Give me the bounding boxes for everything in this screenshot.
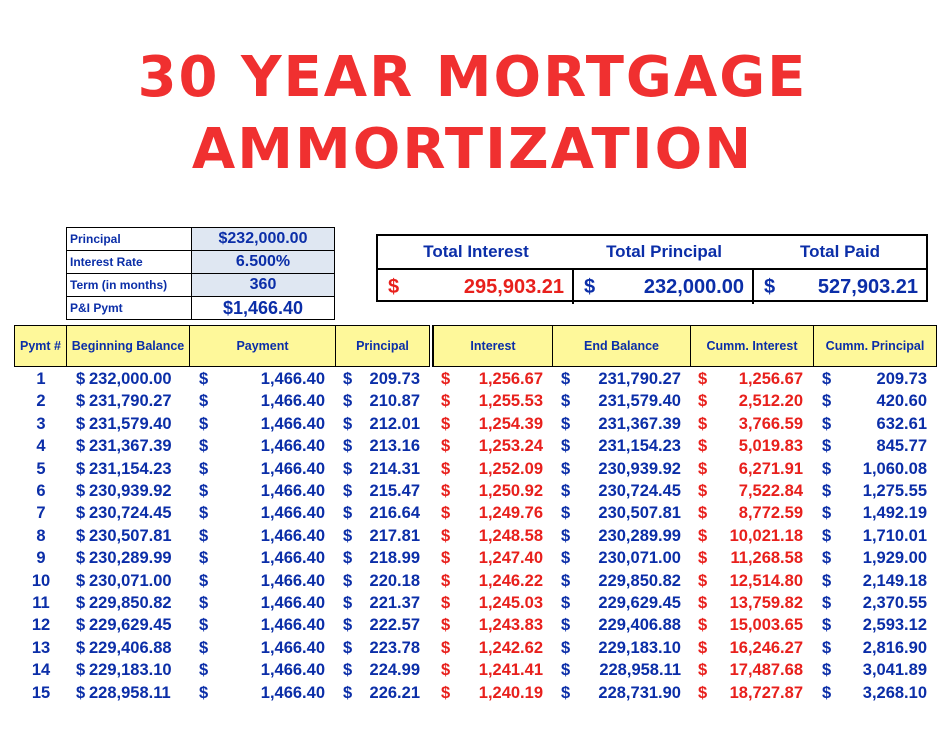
currency-sign: $ <box>441 370 451 388</box>
table-row <box>0 682 945 704</box>
currency-sign: $ <box>698 638 708 657</box>
principal-amount: 226.21 <box>369 683 420 702</box>
currency-sign: $ <box>199 549 209 568</box>
currency-sign: $ <box>76 616 86 635</box>
currency-sign: $ <box>698 683 708 702</box>
currency-sign: $ <box>764 276 776 298</box>
currency-sign: $ <box>199 526 209 545</box>
currency-sign: $ <box>76 504 86 523</box>
beginning-balance: 231,367.39 <box>89 437 172 456</box>
principal-amount: 215.47 <box>369 482 420 500</box>
table-row <box>0 570 945 592</box>
table-row <box>0 525 945 547</box>
table-row <box>0 435 945 457</box>
payment-number: 2 <box>36 392 46 411</box>
payment-number: 1 <box>36 370 46 388</box>
end-balance: 229,850.82 <box>598 571 681 590</box>
page-title-line1: 30 YEAR MORTGAGE <box>137 45 808 110</box>
currency-sign: $ <box>822 414 832 433</box>
currency-sign: $ <box>199 661 209 680</box>
payment-number: 15 <box>31 683 51 702</box>
currency-sign: $ <box>698 392 708 411</box>
beginning-balance: 229,629.45 <box>89 616 172 635</box>
total-principal-value: 232,000.00 <box>643 276 744 298</box>
cumm-interest: 15,003.65 <box>729 616 803 635</box>
end-balance: 231,579.40 <box>598 392 681 411</box>
cumm-interest: 7,522.84 <box>738 482 803 500</box>
currency-sign: $ <box>561 414 571 433</box>
currency-sign: $ <box>698 459 708 478</box>
currency-sign: $ <box>199 482 209 500</box>
currency-sign: $ <box>199 616 209 635</box>
currency-sign: $ <box>561 459 571 478</box>
table-row <box>0 547 945 569</box>
currency-sign: $ <box>76 549 86 568</box>
currency-sign: $ <box>561 482 571 500</box>
cumm-principal: 2,149.18 <box>862 571 927 590</box>
beginning-balance: 229,406.88 <box>89 638 172 657</box>
currency-sign: $ <box>561 661 571 680</box>
cumm-interest: 18,727.87 <box>729 683 803 702</box>
end-balance: 231,154.23 <box>598 437 681 456</box>
col-header-beginning-balance: Beginning Balance <box>66 325 190 367</box>
interest-amount: 1,241.41 <box>478 661 543 680</box>
col-header-cumm-principal: Cumm. Principal <box>813 325 937 367</box>
currency-sign: $ <box>441 482 451 500</box>
total-paid-cell <box>754 270 926 304</box>
interest-amount: 1,252.09 <box>478 459 543 478</box>
currency-sign: $ <box>388 276 400 298</box>
currency-sign: $ <box>698 616 708 635</box>
interest-amount: 1,250.92 <box>478 482 543 500</box>
interest-amount: 1,248.58 <box>478 526 543 545</box>
end-balance: 230,289.99 <box>598 526 681 545</box>
total-interest-cell <box>378 270 574 304</box>
cumm-principal: 1,710.01 <box>862 526 927 545</box>
totals-box <box>376 234 928 302</box>
currency-sign: $ <box>343 459 353 478</box>
currency-sign: $ <box>199 414 209 433</box>
table-row <box>0 413 945 435</box>
cumm-principal: 420.60 <box>876 392 927 411</box>
principal-amount: 214.31 <box>369 459 420 478</box>
beginning-balance: 231,790.27 <box>89 392 172 411</box>
beginning-balance: 230,939.92 <box>89 482 172 500</box>
currency-sign: $ <box>698 571 708 590</box>
payment-number: 6 <box>36 482 46 500</box>
currency-sign: $ <box>441 437 451 456</box>
interest-amount: 1,256.67 <box>478 370 543 388</box>
payment-number: 3 <box>36 414 46 433</box>
cumm-interest: 17,487.68 <box>729 661 803 680</box>
payment-amount: 1,466.40 <box>260 392 325 411</box>
principal-amount: 221.37 <box>369 594 420 612</box>
col-header-principal: Principal <box>335 325 430 367</box>
currency-sign: $ <box>343 504 353 523</box>
principal-amount: 212.01 <box>369 414 420 433</box>
payment-amount: 1,466.40 <box>260 459 325 478</box>
currency-sign: $ <box>199 370 209 388</box>
cumm-principal: 3,041.89 <box>862 661 927 680</box>
currency-sign: $ <box>76 594 86 612</box>
interest-amount: 1,240.19 <box>478 683 543 702</box>
end-balance: 230,939.92 <box>598 459 681 478</box>
currency-sign: $ <box>199 594 209 612</box>
total-paid-label: Total Paid <box>800 242 880 261</box>
currency-sign: $ <box>76 437 86 456</box>
currency-sign: $ <box>343 594 353 612</box>
cumm-principal: 3,268.10 <box>862 683 927 702</box>
beginning-balance: 230,071.00 <box>89 571 172 590</box>
currency-sign: $ <box>76 392 86 411</box>
currency-sign: $ <box>76 526 86 545</box>
table-row <box>0 502 945 524</box>
currency-sign: $ <box>822 549 832 568</box>
currency-sign: $ <box>199 459 209 478</box>
currency-sign: $ <box>199 437 209 456</box>
principal-value[interactable]: $232,000.00 <box>192 228 335 251</box>
currency-sign: $ <box>698 549 708 568</box>
currency-sign: $ <box>822 616 832 635</box>
payment-amount: 1,466.40 <box>260 571 325 590</box>
beginning-balance: 231,154.23 <box>89 459 172 478</box>
table-row <box>0 614 945 636</box>
cumm-interest: 10,021.18 <box>729 526 803 545</box>
currency-sign: $ <box>822 571 832 590</box>
currency-sign: $ <box>822 638 832 657</box>
currency-sign: $ <box>441 459 451 478</box>
table-row <box>0 390 945 412</box>
col-header-interest: Interest <box>432 325 553 367</box>
currency-sign: $ <box>76 571 86 590</box>
currency-sign: $ <box>698 370 708 388</box>
cumm-interest: 1,256.67 <box>738 370 803 388</box>
currency-sign: $ <box>343 549 353 568</box>
beginning-balance: 228,958.11 <box>89 683 171 702</box>
cumm-principal: 209.73 <box>876 370 927 388</box>
principal-label: Principal <box>67 228 192 251</box>
principal-amount: 224.99 <box>369 661 420 680</box>
currency-sign: $ <box>343 616 353 635</box>
currency-sign: $ <box>441 638 451 657</box>
cumm-principal: 1,492.19 <box>862 504 927 523</box>
currency-sign: $ <box>698 504 708 523</box>
principal-amount: 209.73 <box>369 370 420 388</box>
currency-sign: $ <box>441 571 451 590</box>
total-interest-value: 295,903.21 <box>463 276 564 298</box>
currency-sign: $ <box>561 437 571 456</box>
currency-sign: $ <box>698 661 708 680</box>
cumm-interest: 11,268.58 <box>730 549 803 568</box>
currency-sign: $ <box>822 661 832 680</box>
currency-sign: $ <box>199 504 209 523</box>
currency-sign: $ <box>343 571 353 590</box>
cumm-interest: 3,766.59 <box>738 414 803 433</box>
interest-rate-value[interactable]: 6.500% <box>192 251 335 274</box>
principal-amount: 217.81 <box>369 526 420 545</box>
payment-number: 12 <box>31 616 51 635</box>
principal-amount: 218.99 <box>369 549 420 568</box>
payment-amount: 1,466.40 <box>260 504 325 523</box>
principal-amount: 210.87 <box>369 392 420 411</box>
currency-sign: $ <box>199 683 209 702</box>
beginning-balance: 229,850.82 <box>89 594 172 612</box>
table-row <box>0 458 945 480</box>
currency-sign: $ <box>199 638 209 657</box>
currency-sign: $ <box>343 683 353 702</box>
payment-amount: 1,466.40 <box>260 370 325 388</box>
cumm-principal: 2,816.90 <box>862 638 927 657</box>
beginning-balance: 230,507.81 <box>89 526 172 545</box>
total-paid-value: 527,903.21 <box>817 276 918 298</box>
table-row <box>0 659 945 681</box>
payment-number: 14 <box>31 661 51 680</box>
cumm-principal: 2,593.12 <box>862 616 927 635</box>
currency-sign: $ <box>441 594 451 612</box>
end-balance: 230,507.81 <box>598 504 681 523</box>
end-balance: 229,406.88 <box>598 616 681 635</box>
currency-sign: $ <box>76 414 86 433</box>
payment-amount: 1,466.40 <box>260 549 325 568</box>
term-label: Term (in months) <box>67 274 192 297</box>
currency-sign: $ <box>441 414 451 433</box>
payment-number: 9 <box>36 549 46 568</box>
currency-sign: $ <box>822 437 832 456</box>
currency-sign: $ <box>561 370 571 388</box>
currency-sign: $ <box>343 482 353 500</box>
payment-amount: 1,466.40 <box>260 526 325 545</box>
currency-sign: $ <box>199 571 209 590</box>
table-row <box>0 368 945 390</box>
currency-sign: $ <box>441 549 451 568</box>
beginning-balance: 232,000.00 <box>89 370 172 388</box>
cumm-interest: 13,759.82 <box>729 594 803 612</box>
principal-amount: 216.64 <box>369 504 420 523</box>
currency-sign: $ <box>76 370 86 388</box>
input-row-term <box>67 274 335 297</box>
end-balance: 229,629.45 <box>598 594 681 612</box>
currency-sign: $ <box>561 392 571 411</box>
currency-sign: $ <box>698 414 708 433</box>
currency-sign: $ <box>561 683 571 702</box>
interest-amount: 1,247.40 <box>478 549 543 568</box>
currency-sign: $ <box>76 661 86 680</box>
cumm-interest: 12,514.80 <box>729 571 803 590</box>
currency-sign: $ <box>343 414 353 433</box>
end-balance: 230,724.45 <box>598 482 681 500</box>
currency-sign: $ <box>441 392 451 411</box>
principal-amount: 222.57 <box>369 616 420 635</box>
payment-amount: 1,466.40 <box>260 638 325 657</box>
currency-sign: $ <box>441 526 451 545</box>
currency-sign: $ <box>561 571 571 590</box>
end-balance: 228,731.90 <box>598 683 681 702</box>
payment-amount: 1,466.40 <box>260 414 325 433</box>
interest-amount: 1,242.62 <box>478 638 543 657</box>
currency-sign: $ <box>561 594 571 612</box>
payment-amount: 1,466.40 <box>260 683 325 702</box>
end-balance: 229,183.10 <box>598 638 681 657</box>
loan-inputs-table <box>66 227 335 320</box>
end-balance: 230,071.00 <box>598 549 681 568</box>
payment-number: 8 <box>36 526 46 545</box>
beginning-balance: 231,579.40 <box>89 414 172 433</box>
currency-sign: $ <box>698 594 708 612</box>
currency-sign: $ <box>76 482 86 500</box>
pi-payment-value: $1,466.40 <box>192 297 335 320</box>
currency-sign: $ <box>441 683 451 702</box>
beginning-balance: 230,724.45 <box>89 504 172 523</box>
currency-sign: $ <box>822 594 832 612</box>
pi-payment-label: P&I Pymt <box>67 297 192 320</box>
currency-sign: $ <box>441 504 451 523</box>
total-principal-cell <box>574 270 754 304</box>
col-header-pymt: Pymt # <box>14 325 67 367</box>
input-row-interest-rate <box>67 251 335 274</box>
col-header-end-balance: End Balance <box>552 325 691 367</box>
currency-sign: $ <box>441 661 451 680</box>
currency-sign: $ <box>343 392 353 411</box>
payment-amount: 1,466.40 <box>260 616 325 635</box>
totals-values-row <box>378 268 926 304</box>
currency-sign: $ <box>561 504 571 523</box>
interest-amount: 1,243.83 <box>478 616 543 635</box>
payment-number: 11 <box>32 594 50 612</box>
interest-amount: 1,255.53 <box>478 392 543 411</box>
payment-number: 7 <box>36 504 46 523</box>
cumm-interest: 16,246.27 <box>729 638 803 657</box>
currency-sign: $ <box>822 504 832 523</box>
payment-number: 13 <box>31 638 51 657</box>
cumm-interest: 8,772.59 <box>738 504 803 523</box>
currency-sign: $ <box>561 638 571 657</box>
currency-sign: $ <box>343 638 353 657</box>
payment-number: 5 <box>36 459 46 478</box>
currency-sign: $ <box>343 370 353 388</box>
interest-amount: 1,249.76 <box>478 504 543 523</box>
currency-sign: $ <box>441 616 451 635</box>
input-row-principal <box>67 228 335 251</box>
cumm-interest: 2,512.20 <box>738 392 803 411</box>
table-row <box>0 592 945 614</box>
currency-sign: $ <box>822 459 832 478</box>
payment-amount: 1,466.40 <box>260 661 325 680</box>
cumm-principal: 1,060.08 <box>862 459 927 478</box>
currency-sign: $ <box>822 683 832 702</box>
interest-amount: 1,245.03 <box>478 594 543 612</box>
currency-sign: $ <box>76 683 86 702</box>
currency-sign: $ <box>199 392 209 411</box>
currency-sign: $ <box>76 459 86 478</box>
cumm-principal: 845.77 <box>876 437 927 456</box>
interest-amount: 1,254.39 <box>478 414 543 433</box>
cumm-interest: 6,271.91 <box>738 459 803 478</box>
page-title-line2: AMMORTIZATION <box>191 117 754 182</box>
interest-amount: 1,253.24 <box>478 437 543 456</box>
currency-sign: $ <box>584 276 596 298</box>
payment-amount: 1,466.40 <box>260 482 325 500</box>
principal-amount: 213.16 <box>369 437 420 456</box>
total-principal-label: Total Principal <box>606 242 722 261</box>
currency-sign: $ <box>822 482 832 500</box>
currency-sign: $ <box>698 437 708 456</box>
term-value[interactable]: 360 <box>192 274 335 297</box>
currency-sign: $ <box>698 482 708 500</box>
currency-sign: $ <box>343 661 353 680</box>
end-balance: 228,958.11 <box>599 661 681 680</box>
interest-amount: 1,246.22 <box>478 571 543 590</box>
payment-number: 4 <box>36 437 46 456</box>
currency-sign: $ <box>343 526 353 545</box>
cumm-principal: 632.61 <box>876 414 927 433</box>
currency-sign: $ <box>561 526 571 545</box>
end-balance: 231,367.39 <box>598 414 681 433</box>
cumm-principal: 1,275.55 <box>862 482 927 500</box>
table-row <box>0 480 945 502</box>
payment-number: 10 <box>31 571 51 590</box>
table-row <box>0 637 945 659</box>
currency-sign: $ <box>343 437 353 456</box>
payment-amount: 1,466.40 <box>260 437 325 456</box>
currency-sign: $ <box>822 526 832 545</box>
currency-sign: $ <box>561 616 571 635</box>
cumm-principal: 2,370.55 <box>862 594 927 612</box>
currency-sign: $ <box>561 549 571 568</box>
currency-sign: $ <box>698 526 708 545</box>
principal-amount: 220.18 <box>369 571 420 590</box>
principal-amount: 223.78 <box>369 638 420 657</box>
payment-amount: 1,466.40 <box>260 594 325 612</box>
col-header-payment: Payment <box>189 325 336 367</box>
currency-sign: $ <box>76 638 86 657</box>
cumm-principal: 1,929.00 <box>862 549 927 568</box>
beginning-balance: 229,183.10 <box>89 661 172 680</box>
cumm-interest: 5,019.83 <box>738 437 803 456</box>
currency-sign: $ <box>822 370 832 388</box>
col-header-cumm-interest: Cumm. Interest <box>690 325 814 367</box>
currency-sign: $ <box>822 392 832 411</box>
end-balance: 231,790.27 <box>598 370 681 388</box>
total-interest-label: Total Interest <box>423 242 529 261</box>
input-row-payment <box>67 297 335 320</box>
beginning-balance: 230,289.99 <box>89 549 172 568</box>
interest-rate-label: Interest Rate <box>67 251 192 274</box>
